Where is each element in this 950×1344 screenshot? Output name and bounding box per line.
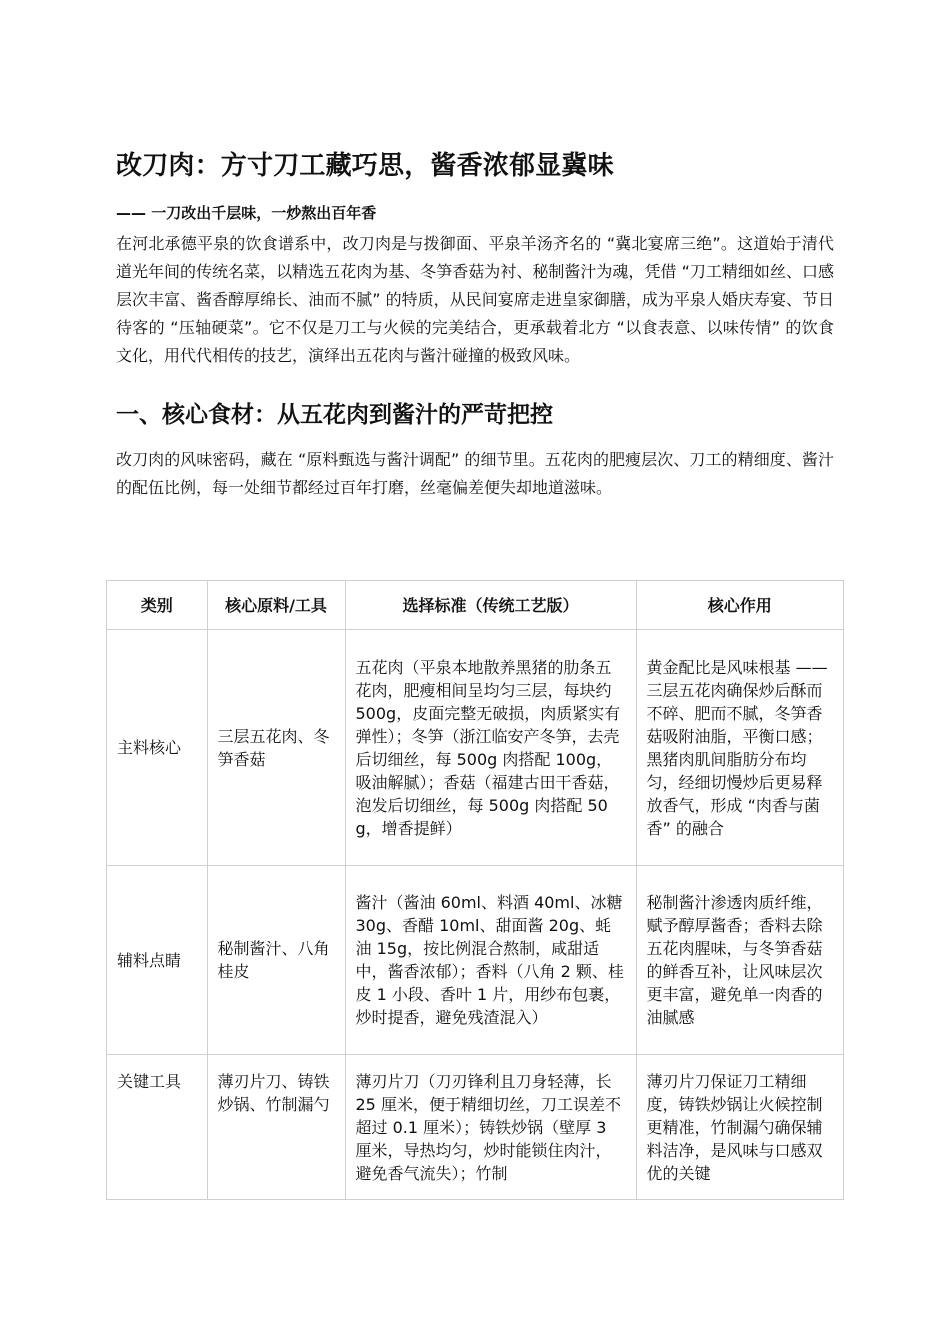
table-row [107, 1055, 843, 1201]
column-header: 核心原料/工具 [207, 581, 345, 630]
section-paragraph: 改刀肉的风味密码，藏在 “原料甄选与酱汁调配” 的细节里。五花肉的肥瘦层次、刀工的精细度、酱汁的配伍比例，每一处细节都经过百年打磨，丝毫偏差便失却地道滋味。 [116, 450, 834, 497]
effect-cell: 薄刃片刀保证刀工精细度，铸铁炒锅让火候控制更精准，竹制漏勺确保辅料洁净，是风味与口感双优的关键 [636, 1055, 843, 1201]
category-cell: 关键工具 [107, 1055, 207, 1201]
intro-paragraph: 在河北承德平泉的饮食谱系中，改刀肉是与拨御面、平泉羊汤齐名的 “冀北宴席三绝”。这道始于清代道光年间的传统名菜，以精选五花肉为基、冬笋香菇为衬、秘制酱汁为魂，凭借 “刀工精细如丝、口感层次丰富、酱香醇厚绵长、油而不腻” 的特质，从民间宴席走进皇家御膳，成为平泉人婚庆寿宴、节日待客的 “压轴硬菜”。它不仅是刀工与火候的完美结合，更承载着北方 “以食表意、以味传情” 的饮食文化，用代代相传的技艺，演绎出五花肉与酱汁碰撞的极致风味。 [116, 234, 834, 365]
table-row [107, 866, 843, 1055]
document-body [116, 146, 834, 502]
category-cell: 主料核心 [107, 630, 207, 866]
column-header: 选择标准（传统工艺版） [345, 581, 636, 630]
standard-cell: 酱汁（酱油 60ml、料酒 40ml、冰糖 30g、香醋 10ml、甜面酱 20g、蚝油 15g，按比例混合熬制，咸甜适中，酱香浓郁）；香料（八角 2 颗、桂皮 1 小段、香叶 1 片，用纱布包裹，炒时提香，避免残渣混入） [345, 866, 636, 1055]
table-row [107, 630, 843, 866]
standard-cell: 五花肉（平泉本地散养黑猪的肋条五花肉，肥瘦相间呈均匀三层，每块约 500g，皮面完整无破损，肉质紧实有弹性）；冬笋（浙江临安产冬笋，去壳后切细丝，每 500g 肉搭配 100g，吸油解腻）；香菇（福建古田干香菇，泡发后切细丝，每 500g 肉搭配 50g，增香提鲜） [345, 630, 636, 866]
material-cell: 薄刃片刀、铸铁炒锅、竹制漏勺 [207, 1055, 345, 1201]
effect-cell: 秘制酱汁渗透肉质纤维，赋予醇厚酱香；香料去除五花肉腥味，与冬笋香菇的鲜香互补，让风味层次更丰富，避免单一肉香的油腻感 [636, 866, 843, 1055]
table-header-row [107, 581, 843, 630]
column-header: 类别 [107, 581, 207, 630]
document-title: 改刀肉：方寸刀工藏巧思，酱香浓郁显冀味 [116, 151, 614, 181]
column-header: 核心作用 [636, 581, 843, 630]
material-cell: 秘制酱汁、八角桂皮 [207, 866, 345, 1055]
category-cell: 辅料点睛 [107, 866, 207, 1055]
section-heading: 一、核心食材：从五花肉到酱汁的严苛把控 [116, 402, 553, 428]
ingredients-table [107, 581, 843, 1200]
effect-cell: 黄金配比是风味根基 —— 三层五花肉确保炒后酥而不碎、肥而不腻，冬笋香菇吸附油脂，平衡口感；黑猪肉肌间脂肪分布均匀，经细切慢炒后更易释放香气，形成 “肉香与菌香” 的融合 [636, 630, 843, 866]
document-subtitle: —— 一刀改出千层味，一炒熬出百年香 [116, 204, 377, 222]
standard-cell: 薄刃片刀（刀刃锋利且刀身轻薄，长 25 厘米，便于精细切丝，刀工误差不超过 0.1 厘米）；铸铁炒锅（壁厚 3 厘米，导热均匀，炒时能锁住肉汁，避免香气流失）；竹制 [345, 1055, 636, 1201]
ingredients-table-container [106, 580, 844, 1200]
material-cell: 三层五花肉、冬笋香菇 [207, 630, 345, 866]
